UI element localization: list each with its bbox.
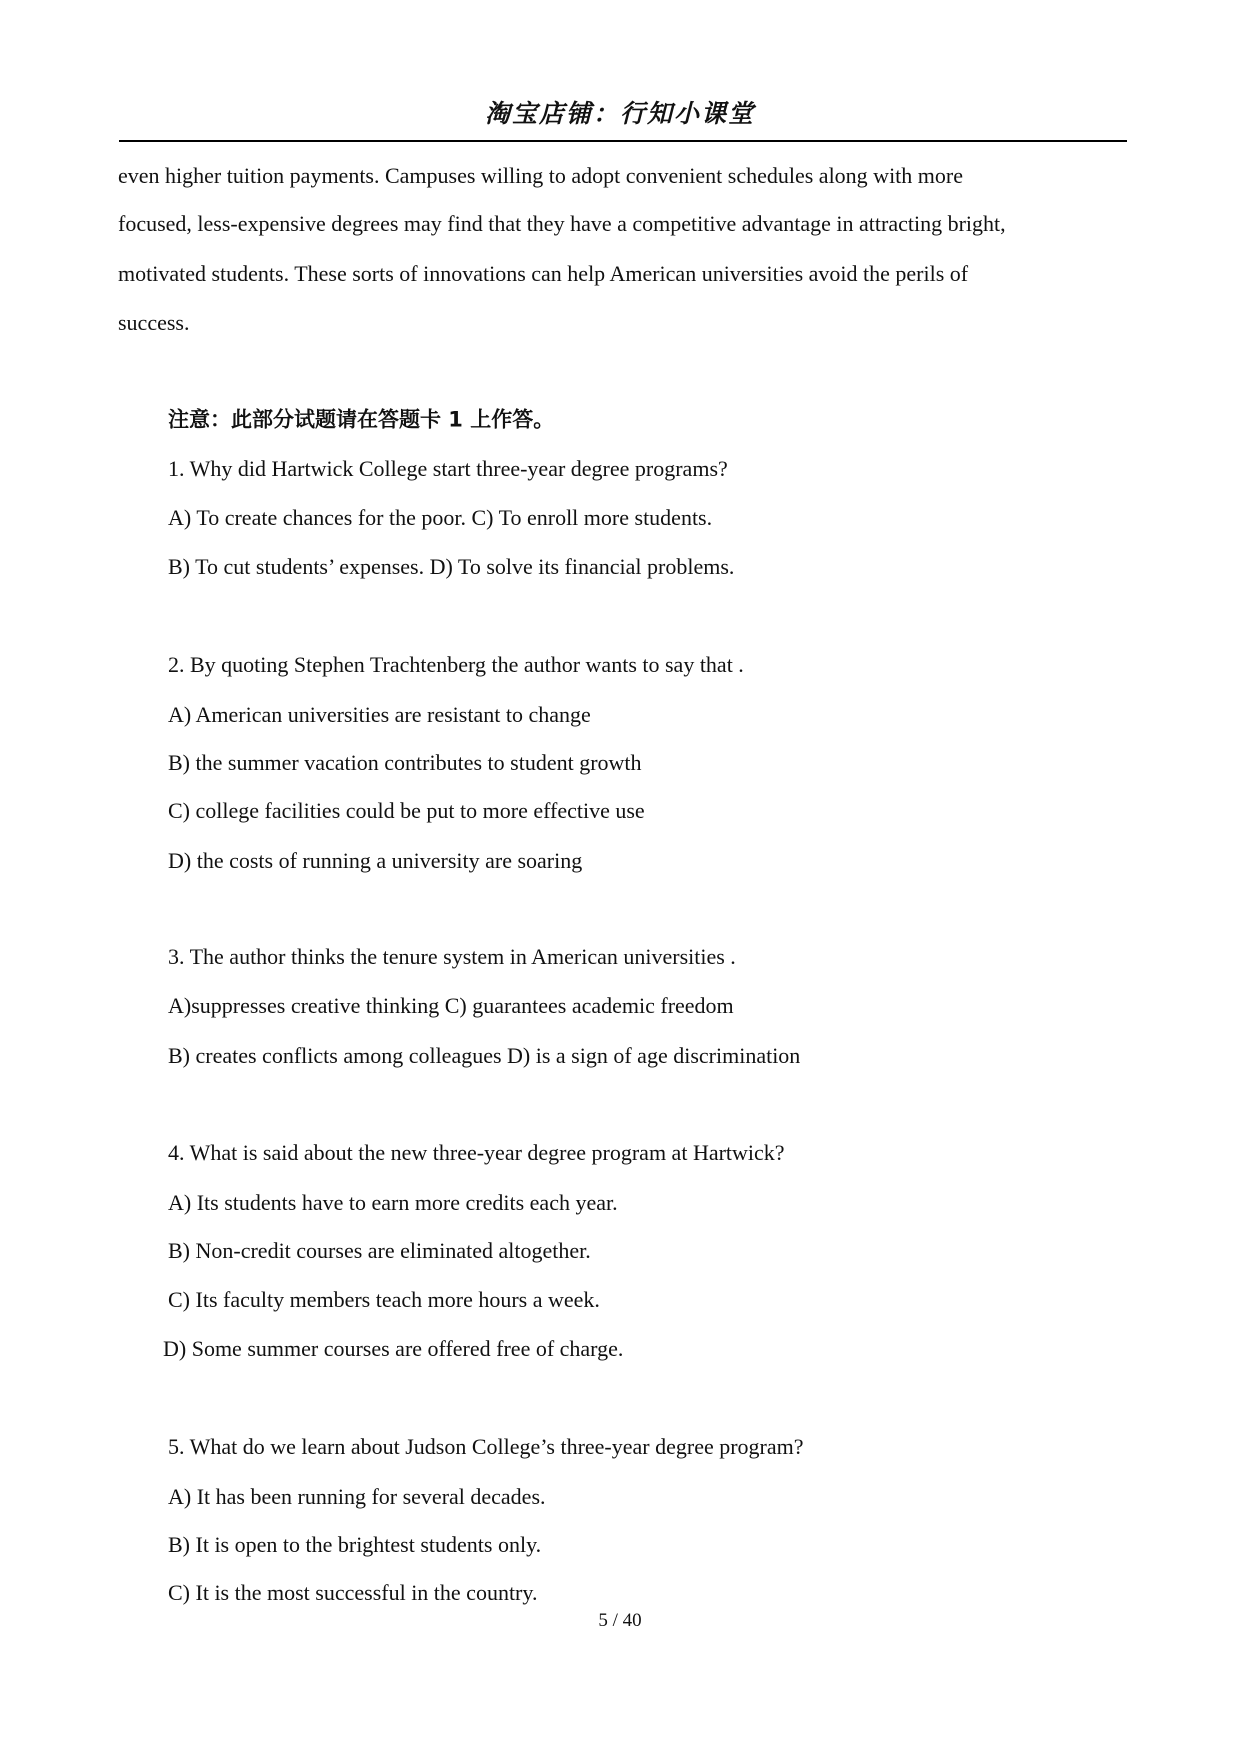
answer-sheet-notice: 注意：此部分试题请在答题卡 1 上作答。: [168, 407, 555, 432]
question-stem: 2. By quoting Stephen Trachtenberg the author wants to say that .: [168, 652, 744, 677]
passage-line: success.: [118, 310, 190, 335]
question-option: B) Non-credit courses are eliminated altogether.: [168, 1238, 591, 1263]
question-option: A) American universities are resistant to change: [168, 702, 591, 727]
question-option: B) To cut students’ expenses. D) To solve its financial problems.: [168, 554, 735, 579]
question-option: A)suppresses creative thinking C) guarantees academic freedom: [168, 993, 734, 1018]
question-option: B) the summer vacation contributes to student growth: [168, 750, 642, 775]
question-option: C) Its faculty members teach more hours a week.: [168, 1287, 600, 1312]
question-option: B) It is open to the brightest students only.: [168, 1532, 542, 1557]
question-option: C) It is the most successful in the country.: [168, 1580, 538, 1605]
question-option: A) To create chances for the poor. C) To enroll more students.: [168, 505, 713, 530]
header-rule: [119, 140, 1127, 142]
question-option: D) the costs of running a university are soaring: [168, 848, 583, 873]
page-header-title: 淘宝店铺：行知小课堂: [484, 99, 755, 128]
passage-line: focused, less-expensive degrees may find that they have a competitive advantage in attracting bright,: [118, 211, 1006, 236]
question-option: A) Its students have to earn more credits each year.: [168, 1190, 618, 1215]
question-stem: 4. What is said about the new three-year degree program at Hartwick?: [168, 1140, 785, 1165]
question-option: A) It has been running for several decades.: [168, 1484, 546, 1509]
passage-line: even higher tuition payments. Campuses willing to adopt convenient schedules along with more: [118, 163, 964, 188]
question-option: D) Some summer courses are offered free of charge.: [163, 1336, 624, 1361]
question-stem: 5. What do we learn about Judson College’s three-year degree program?: [168, 1434, 804, 1459]
question-option: B) creates conflicts among colleagues D) is a sign of age discrimination: [168, 1043, 801, 1068]
passage-line: motivated students. These sorts of innovations can help American universities avoid the perils of: [118, 261, 969, 286]
question-stem: 1. Why did Hartwick College start three-year degree programs?: [168, 456, 728, 481]
page-number: 5 / 40: [598, 1610, 642, 1631]
question-option: C) college facilities could be put to more effective use: [168, 798, 645, 823]
question-stem: 3. The author thinks the tenure system in American universities .: [168, 944, 736, 969]
